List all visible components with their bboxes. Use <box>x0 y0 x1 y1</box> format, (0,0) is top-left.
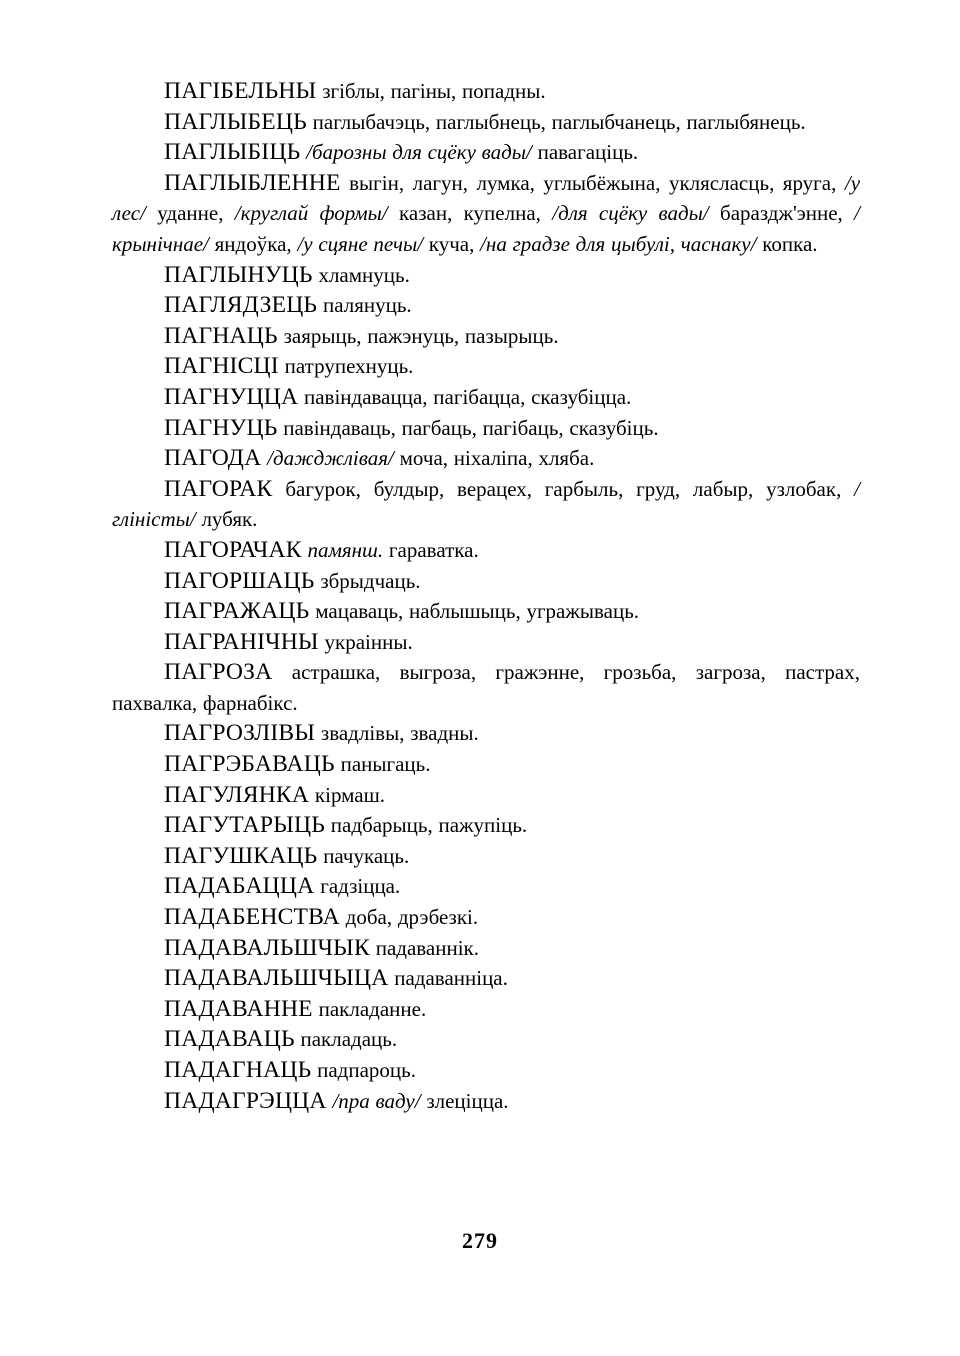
dictionary-entry <box>112 351 860 382</box>
page-number: 279 <box>462 1228 498 1253</box>
entry-gloss: доба, дрэбезкі. <box>345 905 479 930</box>
entry-gloss: павіндаваць, пагбаць, пагібаць, сказубіць. <box>283 415 659 440</box>
dictionary-entry <box>112 1086 860 1117</box>
entry-note: /крынічнае/ <box>112 201 860 256</box>
entry-gloss: павіндавацца, пагібацца, сказубіцца. <box>303 384 632 409</box>
dictionary-entry <box>112 871 860 902</box>
dictionary-entry <box>112 413 860 444</box>
dictionary-entry <box>112 168 860 260</box>
entry-headword: ПАГНАЦЬ <box>164 322 278 349</box>
entry-headword: ПАГРОЗА <box>164 659 273 686</box>
entry-gloss: злеціцца. <box>426 1088 509 1113</box>
dictionary-entry <box>112 718 860 749</box>
entry-gloss: патрупехнуць. <box>284 354 414 379</box>
dictionary-entry <box>112 382 860 413</box>
entry-gloss: згіблы, пагіны, попадны. <box>322 79 546 103</box>
entry-headword: ПАГЛЫБЛЕННЕ <box>164 169 341 196</box>
entry-headword: ПАДАВАЛЬШЧЫК <box>164 934 370 961</box>
entry-gloss: гараватка. <box>388 537 479 562</box>
dictionary-entry <box>112 749 860 780</box>
dictionary-entry <box>112 107 860 138</box>
entry-gloss: мацаваць, наблышыць, угражываць. <box>315 599 640 624</box>
entry-note: /пра ваду/ <box>332 1088 421 1113</box>
entry-note: /гліністы/ <box>112 476 860 532</box>
entry-headword: ПАГЛЫБЕЦЬ <box>164 108 307 135</box>
dictionary-entry <box>112 627 860 658</box>
dictionary-entry <box>112 566 860 597</box>
entry-headword: ПАГУШКАЦЬ <box>164 842 318 869</box>
entry-headword: ПАДАГНАЦЬ <box>164 1057 312 1083</box>
entry-gloss: астрашка, выгроза, гражэнне, грозьба, загроза, пастрах, пахвалка, фарнабікс. <box>112 660 860 715</box>
entry-note: /круглай формы/ <box>234 201 388 226</box>
dictionary-entry <box>112 780 860 811</box>
entry-note: /дажджлівая/ <box>267 446 394 471</box>
dictionary-entry <box>112 260 860 291</box>
dictionary-entry <box>112 810 860 841</box>
entry-headword: ПАДАВАННЕ <box>164 995 313 1022</box>
dictionary-entry <box>112 290 860 321</box>
entry-note: /барозны для сцёку вады/ <box>306 140 532 165</box>
entry-headword: ПАГНУЦЦА <box>164 383 299 410</box>
dictionary-entry <box>112 535 860 566</box>
dictionary-entry <box>112 321 860 352</box>
entry-headword: ПАДАВАЦЬ <box>164 1026 295 1053</box>
entry-gloss: копка. <box>756 231 818 256</box>
entry-gloss: пакладанне. <box>318 996 427 1021</box>
entry-list <box>112 76 860 1116</box>
dictionary-entry <box>112 657 860 718</box>
entry-gloss: пакладаць. <box>300 1027 398 1052</box>
entry-headword: ПАГОРШАЦЬ <box>164 567 315 594</box>
dictionary-entry <box>112 137 860 168</box>
entry-headword: ПАДАВАЛЬШЧЫЦА <box>164 965 389 992</box>
entry-note: /на градзе для цыбулі, часнаку/ <box>480 231 757 256</box>
entry-gloss: пачукаць. <box>323 843 410 868</box>
entry-headword: ПАДАБАЦЦА <box>164 873 315 900</box>
entry-gloss: падаваннік. <box>375 935 479 960</box>
entry-headword: ПАГУЛЯНКА <box>164 781 310 808</box>
entry-gloss: паглыбачэць, паглыбнець, паглыбчанець, паглыбянець. <box>312 109 806 134</box>
entry-gloss: бараздж'энне, <box>708 201 855 226</box>
entry-gloss: падбарыць, пажупіць. <box>330 813 528 838</box>
entry-gloss: кірмаш. <box>314 782 386 807</box>
dictionary-entry <box>112 443 860 474</box>
entry-gloss: лубяк. <box>195 507 258 532</box>
entry-headword: ПАГУТАРЫЦЬ <box>164 812 325 839</box>
entry-headword: ПАДАГРЭЦЦА <box>164 1087 327 1114</box>
entry-gloss: заярыць, пажэнуць, пазырыць. <box>283 323 559 348</box>
entry-headword: ПАГІБЕЛЬНЫ <box>164 78 317 104</box>
entry-gloss: казан, купелна, <box>387 201 553 226</box>
entry-note: /у лес/ <box>112 170 861 226</box>
entry-headword: ПАГНУЦЬ <box>164 414 278 441</box>
entry-gloss: хламнуць. <box>318 262 410 287</box>
entry-headword: ПАГРАНІЧНЫ <box>164 628 319 655</box>
dictionary-entry <box>112 1055 860 1086</box>
entry-gloss: багурок, булдыр, верацех, гарбыль, груд, лабыр, узлобак, <box>285 476 855 501</box>
dictionary-entry <box>112 841 860 872</box>
entry-gloss: яндоўка, <box>208 231 298 256</box>
entry-note: /у сцяне печы/ <box>297 231 424 256</box>
dictionary-entry <box>112 902 860 933</box>
entry-headword: ПАГОРАК <box>164 475 273 502</box>
entry-gloss: палянуць. <box>322 293 412 318</box>
entry-gloss: збрыдчаць. <box>320 568 421 593</box>
entry-gloss: падаванніца. <box>394 966 508 991</box>
entry-gloss: звадлівы, звадны. <box>320 721 479 746</box>
entry-gloss: украінны. <box>324 629 413 654</box>
entry-gloss: моча, ніхаліпа, хляба. <box>399 446 595 471</box>
entry-headword: ПАГОРАЧАК <box>164 536 302 563</box>
entry-headword: ПАГЛЫНУЦЬ <box>164 261 313 288</box>
entry-headword: ПАГОДА <box>164 445 262 472</box>
entry-note: памянш. <box>307 537 384 562</box>
entry-headword: ПАГНІСЦІ <box>164 353 279 380</box>
dictionary-entry <box>112 994 860 1025</box>
dictionary-entry <box>112 596 860 627</box>
entry-headword: ПАДАБЕНСТВА <box>164 904 340 931</box>
entry-gloss: павагаціць. <box>537 140 639 165</box>
dictionary-entry <box>112 76 860 107</box>
dictionary-entry <box>112 963 860 994</box>
entry-headword: ПАГРЭБАВАЦЬ <box>164 751 335 778</box>
entry-note: /для сцёку вады/ <box>552 201 709 226</box>
entry-gloss: падпароць. <box>317 1058 416 1082</box>
entry-gloss: гадзіцца. <box>320 874 401 899</box>
entry-headword: ПАГРАЖАЦЬ <box>164 598 310 625</box>
entry-headword: ПАГЛЯДЗЕЦЬ <box>164 292 318 319</box>
entry-headword: ПАГЛЫБІЦЬ <box>164 139 301 166</box>
entry-headword: ПАГРОЗЛІВЫ <box>164 720 316 747</box>
entry-gloss: куча, <box>423 231 481 256</box>
dictionary-entry <box>112 1024 860 1055</box>
entry-gloss: паныгаць. <box>340 752 431 777</box>
entry-gloss: выгін, лагун, лумка, углыбёжына, уклясласць, яруга, <box>349 170 845 195</box>
entry-gloss: уданне, <box>145 201 235 226</box>
dictionary-entry <box>112 933 860 964</box>
dictionary-entry <box>112 474 860 535</box>
